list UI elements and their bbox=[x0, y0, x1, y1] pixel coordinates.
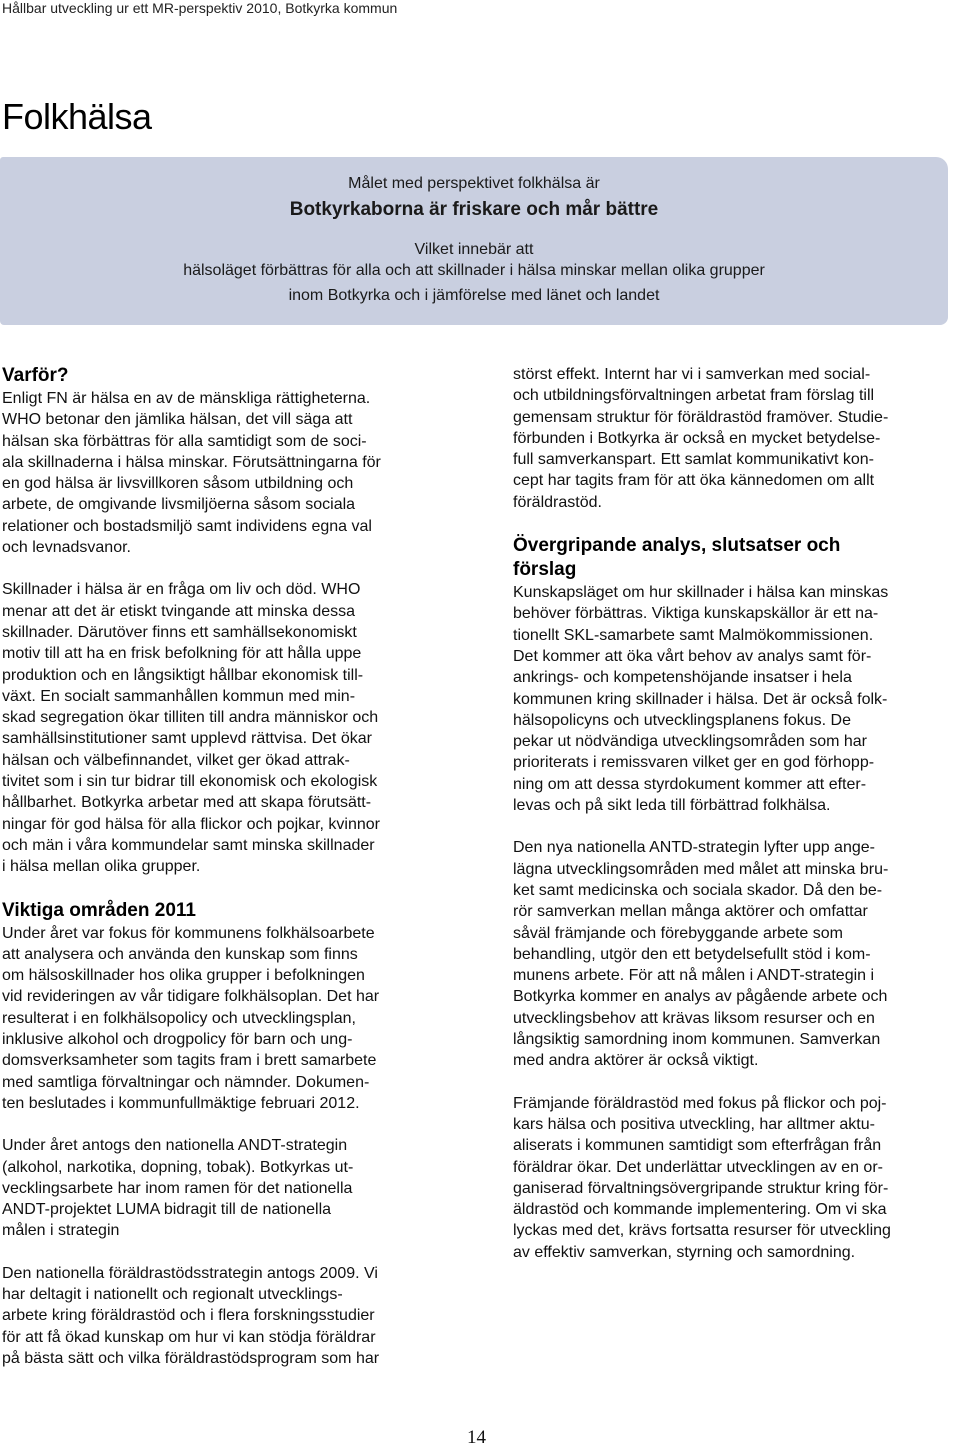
text-line: har deltagit i nationellt och regionalt utvecklings- bbox=[2, 1285, 343, 1303]
text-line: föräldrastöd. bbox=[513, 493, 602, 511]
text-line: prioriterats i remissvaren vilket ger en god förhopp- bbox=[513, 754, 875, 772]
text-line: hälsan och välbefinnandet, vilket ger ökad attrak- bbox=[2, 751, 350, 769]
text-line: resulterat i en folkhälsopolicy och utvecklingsplan, bbox=[2, 1009, 356, 1027]
text-line: Skillnader i hälsa är en fråga om liv och död. WHO bbox=[2, 581, 361, 599]
text-line: växt. En socialt sammanhållen kommun med min- bbox=[2, 687, 356, 705]
paragraph bbox=[2, 923, 450, 1115]
paragraph bbox=[513, 837, 958, 1071]
right-column bbox=[513, 364, 958, 1284]
text-line: Under året var fokus för kommunens folkhälsoarbete bbox=[2, 924, 375, 942]
goal-meaning-line: inom Botkyrka och i jämförelse med länet och landet bbox=[288, 287, 660, 304]
text-line: ala skillnaderna i hälsa minskar. Förutsättningarna för bbox=[2, 453, 381, 471]
heading-important-areas: Viktiga områden 2011 bbox=[2, 899, 196, 921]
text-line: rör samverkan mellan många aktörer och omfattar bbox=[513, 903, 868, 921]
text-line: lyckas med det, krävs fortsatta resurser för utveckling bbox=[513, 1222, 891, 1240]
text-line: för att få ökad kunskap om hur vi kan stödja föräldrar bbox=[2, 1328, 376, 1346]
text-line: såväl främjande och förebyggande arbete som bbox=[513, 924, 843, 942]
text-line: skillnader. Därutöver finns ett samhällsekonomiskt bbox=[2, 623, 357, 641]
text-line: tionellt SKL-samarbete samt Malmökommissionen. bbox=[513, 626, 874, 644]
text-line: Den nya nationella ANTD-strategin lyfter upp ange- bbox=[513, 839, 875, 857]
text-line: ganiserad förvaltningsövergripande struktur kring för- bbox=[513, 1179, 889, 1197]
heading-analysis bbox=[513, 534, 958, 582]
text-line: Under året antogs den nationella ANDT-strategin bbox=[2, 1137, 348, 1155]
text-line: tivitet som i sin tur bidrar till ekonomisk och ekologisk bbox=[2, 773, 378, 791]
text-line: relationer och bostadsmiljö samt individens egna val bbox=[2, 517, 372, 535]
text-line: lägna utvecklingsområden med målet att minska bru- bbox=[513, 860, 889, 878]
text-line: med andra aktörer är också viktigt. bbox=[513, 1052, 759, 1070]
text-line: motiv till att ha en frisk befolkning för att hålla uppe bbox=[2, 645, 362, 663]
text-line: vecklingsarbete har inom ramen för det nationella bbox=[2, 1179, 353, 1197]
text-line: kars hälsa och positiva utveckling, har alltmer aktu- bbox=[513, 1115, 875, 1133]
text-line: att analysera och använda den kunskap som finns bbox=[2, 945, 358, 963]
text-line: behandling, utgör den ett betydelsefullt stöd i kom- bbox=[513, 945, 871, 963]
text-line: Botkyrka kommer en analys av pågående arbete och bbox=[513, 988, 888, 1006]
text-line: på bästa sätt och vilka föräldrastödsprogram som har bbox=[2, 1349, 380, 1367]
text-line: ket samt medicinska och sociala skador. Då den be- bbox=[513, 881, 883, 899]
text-line: produktion och en långsiktigt hållbar ekonomisk till- bbox=[2, 666, 364, 684]
text-line: hållbarhet. Botkyrka arbetar med att skapa förutsätt- bbox=[2, 794, 372, 812]
text-line: Enligt FN är hälsa en av de mänskliga rättigheterna. bbox=[2, 390, 371, 407]
paragraph bbox=[513, 1093, 958, 1263]
text-line: av effektiv samverkan, styrning och samordning. bbox=[513, 1243, 856, 1261]
text-line: arbete kring föräldrastöd och i flera forskningsstudier bbox=[2, 1307, 375, 1325]
goal-box bbox=[0, 157, 948, 325]
paragraph bbox=[513, 364, 958, 513]
goal-meaning-line: hälsoläget förbättras för alla och att skillnader i hälsa minskar mellan olika grupper bbox=[183, 262, 765, 279]
goal-intro: Målet med perspektivet folkhälsa är bbox=[348, 175, 600, 192]
text-line: långsiktig samordning inom kommunen. Samverkan bbox=[513, 1031, 881, 1049]
text-line: och män i våra kommundelar samt minska skillnader bbox=[2, 836, 375, 854]
text-line: om hälsoskillnader hos olika grupper i befolkningen bbox=[2, 967, 365, 985]
text-line: störst effekt. Internt har vi i samverkan med social- bbox=[513, 366, 871, 383]
text-line: pekar ut nödvändiga utvecklingsområden som har bbox=[513, 733, 867, 751]
paragraph bbox=[2, 1135, 450, 1241]
paragraph bbox=[2, 1263, 450, 1369]
text-line: utvecklingsbehov att krävas liksom resurser och en bbox=[513, 1009, 875, 1027]
text-line: munens arbete. För att nå målen i ANDT-strategin i bbox=[513, 967, 875, 985]
text-line: ten beslutades i kommunfullmäktige februari 2012. bbox=[2, 1094, 360, 1112]
text-line: Den nationella föräldrastödsstrategin antogs 2009. Vi bbox=[2, 1264, 378, 1282]
paragraph bbox=[2, 388, 450, 558]
heading-why: Varför? bbox=[2, 365, 69, 386]
text-line: (alkohol, narkotika, dopning, tobak). Botkyrkas ut- bbox=[2, 1158, 354, 1176]
page-number: 14 bbox=[467, 1427, 486, 1448]
paragraph bbox=[2, 579, 450, 877]
text-line: hälsan ska förbättras för alla samtidigt som de soci- bbox=[2, 432, 367, 450]
text-line: Kunskapsläget om hur skillnader i hälsa kan minskas bbox=[513, 584, 889, 602]
text-line: i hälsa mellan olika grupper. bbox=[2, 858, 201, 876]
text-line: målen i strategin bbox=[2, 1222, 120, 1240]
text-line: ningar för god hälsa för alla flickor och pojkar, kvinnor bbox=[2, 815, 380, 833]
goal-meaning-intro: Vilket innebär att bbox=[414, 241, 534, 258]
text-line: domsverksamheter som tagits fram i brett samarbete bbox=[2, 1052, 377, 1070]
text-line: samhällsinstitutioner samt upplevd rättvisa. Det ökar bbox=[2, 730, 372, 748]
text-line: menar att det är etiskt tvingande att minska dessa bbox=[2, 602, 356, 620]
text-line: hälsopolicyns och utvecklingsplanens fokus. De bbox=[513, 711, 851, 729]
heading-analysis-line: förslag bbox=[513, 559, 577, 581]
text-line: cept har tagits fram för att öka kännedomen om allt bbox=[513, 472, 875, 490]
text-line: Det kommer att öka vårt behov av analys samt för- bbox=[513, 647, 872, 665]
text-line: WHO betonar den jämlika hälsan, det vill säga att bbox=[2, 411, 353, 429]
text-line: Främjande föräldrastöd med fokus på flickor och poj- bbox=[513, 1094, 887, 1112]
text-line: behöver förbättras. Viktiga kunskapskällor är ett na- bbox=[513, 605, 879, 623]
heading-analysis-line: Övergripande analys, slutsatser och bbox=[513, 535, 841, 557]
text-line: och levnadsvanor. bbox=[2, 539, 131, 557]
text-line: föräldrar ökar. Det underlättar utvecklingen av en or- bbox=[513, 1158, 883, 1176]
text-line: och utbildningsförvaltningen arbetat fram förslag till bbox=[513, 387, 875, 405]
text-line: aliserats i kommunen samtidigt som efterfrågan från bbox=[513, 1137, 882, 1155]
text-line: full samverkanspart. Ett samlat kommunikativt kon- bbox=[513, 451, 875, 469]
page-title: Folkhälsa bbox=[2, 96, 152, 137]
text-line: med samtliga förvaltningar och nämnder. Dokumen- bbox=[2, 1073, 370, 1091]
text-line: skad segregation ökar tilliten till andra människor och bbox=[2, 709, 379, 727]
text-line: vid revideringen av vår tidigare folkhälsoplan. Det har bbox=[2, 988, 380, 1006]
text-line: levas och på sikt leda till förbättrad folkhälsa. bbox=[513, 797, 831, 815]
text-line: ankrings- och kompetenshöjande insatser i hela bbox=[513, 669, 852, 687]
text-line: en god hälsa är livsvillkoren såsom utbildning och bbox=[2, 475, 354, 493]
text-line: inklusive alkohol och drogpolicy för barn och ung- bbox=[2, 1031, 353, 1049]
text-line: arbete, de omgivande livsmiljöerna såsom sociala bbox=[2, 496, 356, 514]
left-column bbox=[2, 364, 450, 1390]
text-line: ning om att dessa styrdokument kommer att efter- bbox=[513, 775, 867, 793]
goal-statement: Botkyrkaborna är friskare och mår bättre bbox=[289, 199, 659, 220]
text-line: äldrastöd och kommande implementering. Om vi ska bbox=[513, 1201, 887, 1219]
text-line: kommunen kring skillnader i hälsa. Det är också folk- bbox=[513, 690, 888, 708]
text-line: ANDT-projektet LUMA bidragit till de nationella bbox=[2, 1201, 332, 1219]
text-line: gemensam struktur för föräldrastöd framöver. Studie- bbox=[513, 408, 889, 426]
paragraph bbox=[513, 582, 958, 816]
text-line: förbunden i Botkyrka är också en mycket betydelse- bbox=[513, 429, 881, 447]
running-header: Hållbar utveckling ur ett MR-perspektiv 2010, Botkyrka kommun bbox=[2, 0, 398, 16]
